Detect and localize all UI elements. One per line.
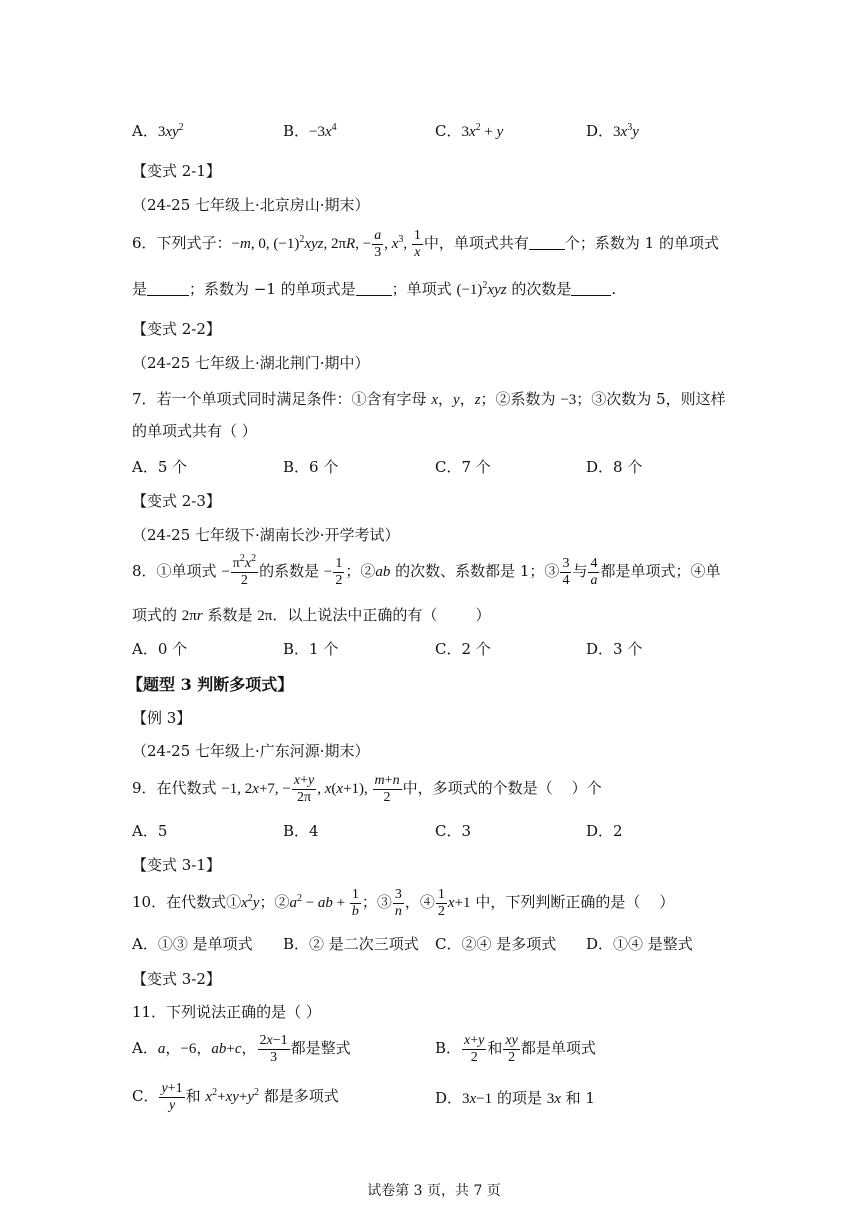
q7-option-a: A．5 个 bbox=[132, 458, 188, 476]
q8-option-d: D．3 个 bbox=[586, 640, 643, 658]
question-6-line-2: 是 ；系数为 −1 的单项式是 ；单项式 $(-1)^2xyz$ 的次数是 . bbox=[132, 280, 617, 298]
variant-2-2-title: 【变式 2-2】 bbox=[132, 320, 221, 338]
example-3-source: （24-25 七年级上·广东河源·期末） bbox=[132, 742, 370, 760]
section-type-3-heading: 【题型 3 判断多项式】 bbox=[127, 675, 294, 694]
q10-option-a: A．①③ 是单项式 bbox=[132, 935, 253, 953]
variant-2-1-source: （24-25 七年级上·北京房山·期末） bbox=[132, 196, 370, 214]
q5-option-b: B．$-3x^4$ bbox=[283, 122, 337, 140]
example-3-title: 【例 3】 bbox=[132, 709, 192, 727]
q9-option-b: B．4 bbox=[283, 822, 319, 840]
q9-option-d: D．2 bbox=[586, 822, 623, 840]
q11-option-a: A．a，−6，ab+c， $\frac{2x-1}{3}$ 都是整式 bbox=[132, 1033, 351, 1065]
q10-option-c: C．②④ 是多项式 bbox=[435, 935, 557, 953]
question-6-line-1: 6．下列式子：−m, 0, $(-1)^2xyz$, 2πR, − $\frac{a}{3}$ , $x^3$, $\frac{1}{x}$ 中，单项式共有 个；系数为 1 的单项式 bbox=[132, 227, 719, 260]
question-10: 10．在代数式$①x^2y$；$②a^2$ − ab + $\frac{1}{b}$ ；③ $\frac{3}{n}$ ，④ $\frac{1}{2}$ x+1 中，下列判断正确的是（ ） bbox=[132, 886, 675, 919]
page-footer: 试卷第 3 页，共 7 页 bbox=[367, 1183, 501, 1199]
q10-option-d: D．①④ 是整式 bbox=[586, 935, 693, 953]
q11-option-d: D．3x−1 的项是 3x 和 1 bbox=[435, 1089, 595, 1107]
question-8-line-2: 项式的 2πr 系数是 2π．以上说法中正确的有（ ） bbox=[132, 606, 491, 624]
q11-option-b: B． $\frac{x+y}{2}$ 和 $\frac{xy}{2}$ 都是单项式 bbox=[435, 1032, 596, 1065]
question-7-line-2: 的单项式共有（ ） bbox=[132, 422, 257, 440]
q10-option-b: B．② 是二次三项式 bbox=[283, 935, 419, 953]
q5-option-a: A．$3xy^2$ bbox=[132, 122, 184, 140]
question-7-line-1: 7．若一个单项式同时满足条件：①含有字母 x，y，z；②系数为 −3；③次数为 5，则这样 bbox=[132, 390, 726, 408]
variant-2-1-title: 【变式 2-1】 bbox=[132, 162, 221, 180]
q5-option-c: C．$3x^2 + y$ bbox=[435, 122, 504, 140]
variant-2-2-source: （24-25 七年级上·湖北荆门·期中） bbox=[132, 354, 370, 372]
variant-2-3-title: 【变式 2-3】 bbox=[132, 492, 221, 510]
q9-option-c: C．3 bbox=[435, 822, 472, 840]
q8-option-a: A．0 个 bbox=[132, 640, 188, 658]
q8-option-b: B．1 个 bbox=[283, 640, 339, 658]
variant-3-1-title: 【变式 3-1】 bbox=[132, 856, 221, 874]
q9-option-a: A．5 bbox=[132, 822, 168, 840]
q11-option-c: C． $\frac{y+1}{y}$ 和 $x^2+xy+y^2$ 都是多项式 bbox=[132, 1081, 339, 1113]
q7-option-d: D．8 个 bbox=[586, 458, 643, 476]
q7-option-c: C．7 个 bbox=[435, 458, 491, 476]
variant-3-2-title: 【变式 3-2】 bbox=[132, 970, 221, 988]
variant-2-3-source: （24-25 七年级下·湖南长沙·开学考试） bbox=[132, 526, 400, 544]
q8-option-c: C．2 个 bbox=[435, 640, 491, 658]
question-8-line-1: 8．①单项式 − $\frac{\pi^2x^2}{2}$ 的系数是 − $\frac{1}{2}$ ；②ab 的次数、系数都是 1；③ $\frac{3}{4}$ 与 $\frac{4}{a}$ 都是单项式；④单 bbox=[132, 553, 721, 588]
question-11: 11．下列说法正确的是（ ） bbox=[132, 1003, 321, 1021]
q5-option-d: D．$3x^3y$ bbox=[586, 122, 639, 140]
q7-option-b: B．6 个 bbox=[283, 458, 339, 476]
question-9: 9．在代数式 −1, 2x+7, − $\frac{x+y}{2\pi}$ , x(x+1), $\frac{m+n}{2}$ 中，多项式的个数是（ ）个 bbox=[132, 773, 602, 805]
